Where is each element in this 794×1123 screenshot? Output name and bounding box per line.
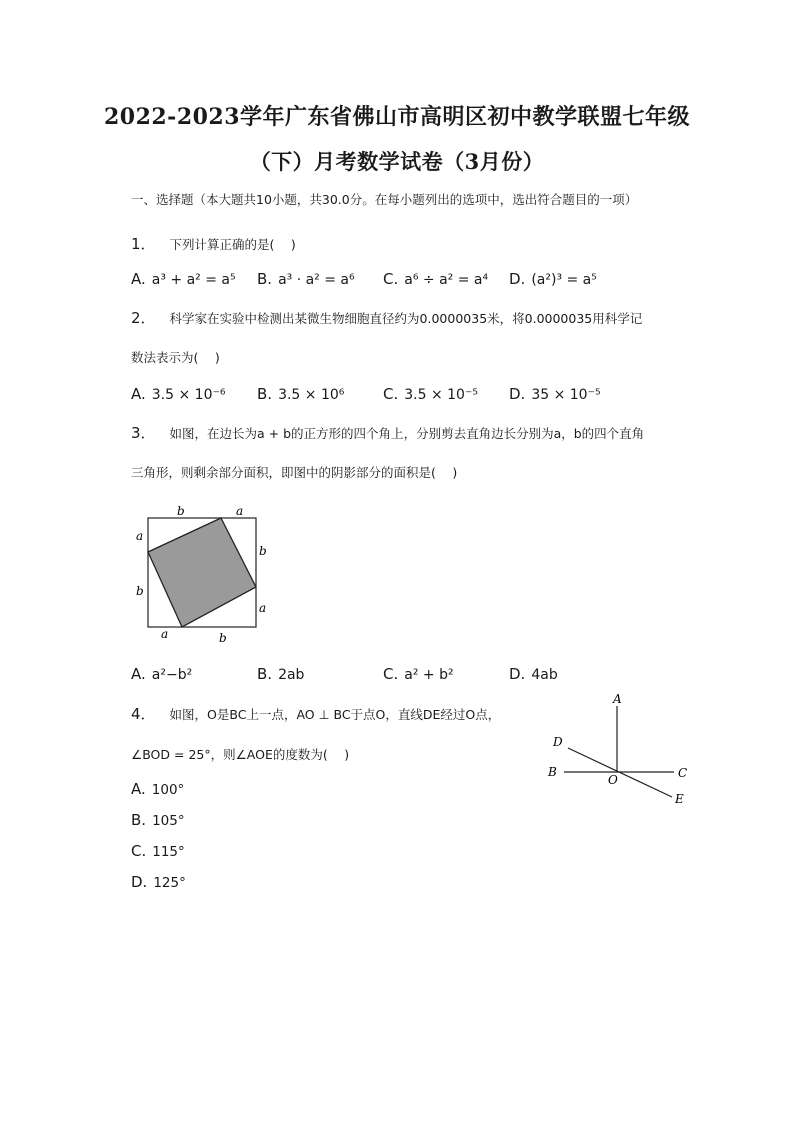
q2-option-c[interactable]: C. 3.5 × 10⁻⁵ bbox=[383, 385, 478, 403]
q1-option-c[interactable]: C. a⁶ ÷ a² = a⁴ bbox=[383, 270, 489, 288]
point-label-a: A bbox=[613, 692, 622, 706]
shaded-square bbox=[148, 518, 256, 627]
question-2-options bbox=[131, 385, 601, 403]
question-2-text-line2: 数法表示为( ) bbox=[131, 350, 220, 365]
question-4-text-line1: 如图，O是BC上一点，AO ⊥ BC于点O，直线DE经过O点， bbox=[169, 707, 501, 722]
point-label-o: O bbox=[608, 773, 618, 787]
point-label-d: D bbox=[553, 735, 563, 749]
label-right-a: a bbox=[259, 601, 267, 615]
label-bottom-b: b bbox=[219, 631, 227, 645]
question-3-number: 3． bbox=[131, 424, 156, 442]
angle-figure bbox=[540, 690, 710, 815]
question-3-stem bbox=[131, 422, 644, 443]
point-label-c: C bbox=[678, 766, 688, 780]
q3-option-a[interactable]: A. a²−b² bbox=[131, 665, 193, 683]
question-1-stem bbox=[131, 233, 296, 254]
q2-option-a[interactable]: A. 3.5 × 10⁻⁶ bbox=[131, 385, 226, 403]
title-line-1: 2022-2023学年广东省佛山市高明区初中教学联盟七年级 bbox=[103, 104, 691, 130]
q2-option-b[interactable]: B. 3.5 × 10⁶ bbox=[257, 385, 345, 403]
question-1-options bbox=[131, 270, 597, 288]
question-3-text-line2: 三角形，则剩余部分面积，即图中的阴影部分的面积是( ) bbox=[131, 465, 458, 480]
point-label-b: B bbox=[548, 765, 557, 779]
label-left-b: b bbox=[136, 584, 144, 598]
question-1-number: 1． bbox=[131, 235, 156, 253]
label-bottom-a: a bbox=[161, 627, 169, 641]
q3-option-d[interactable]: D. 4ab bbox=[509, 665, 558, 683]
q3-option-c[interactable]: C. a² + b² bbox=[383, 665, 454, 683]
square-figure bbox=[130, 503, 270, 645]
question-2-number: 2． bbox=[131, 309, 156, 327]
q4-option-a[interactable]: A. 100° bbox=[131, 780, 185, 798]
question-4-number: 4． bbox=[131, 705, 156, 723]
q1-option-a[interactable]: A. a³ + a² = a⁵ bbox=[131, 270, 236, 288]
label-left-a: a bbox=[136, 529, 144, 543]
question-2-stem bbox=[131, 307, 642, 328]
label-right-b: b bbox=[259, 544, 267, 558]
label-top-b: b bbox=[177, 504, 185, 518]
section-heading: 一、选择题（本大题共10小题，共30.0分。在每小题列出的选项中，选出符合题目的一项） bbox=[131, 192, 638, 207]
q1-option-b[interactable]: B. a³ · a² = a⁶ bbox=[257, 270, 355, 288]
question-3-text-line1: 如图，在边长为a + b的正方形的四个角上，分别剪去直角边长分别为a，b的四个直角 bbox=[169, 426, 645, 441]
label-top-a: a bbox=[236, 504, 244, 518]
question-4-text-line2: ∠BOD = 25°，则∠AOE的度数为( ) bbox=[131, 747, 350, 762]
title-line-2: （下）月考数学试卷（3月份） bbox=[249, 149, 545, 174]
q4-option-c[interactable]: C. 115° bbox=[131, 842, 185, 860]
point-label-e: E bbox=[675, 792, 684, 806]
question-4-stem bbox=[131, 703, 500, 724]
q4-option-b[interactable]: B. 105° bbox=[131, 811, 185, 829]
q2-option-d[interactable]: D. 35 × 10⁻⁵ bbox=[509, 385, 601, 403]
question-1-text: 下列计算正确的是( ) bbox=[169, 237, 296, 252]
question-3-options bbox=[131, 665, 558, 683]
question-2-text-line1: 科学家在实验中检测出某微生物细胞直径约为0.0000035米，将0.0000035用科学记 bbox=[169, 311, 643, 326]
q1-option-d[interactable]: D. (a²)³ = a⁵ bbox=[509, 270, 597, 288]
q3-option-b[interactable]: B. 2ab bbox=[257, 665, 305, 683]
q4-option-d[interactable]: D. 125° bbox=[131, 873, 186, 891]
